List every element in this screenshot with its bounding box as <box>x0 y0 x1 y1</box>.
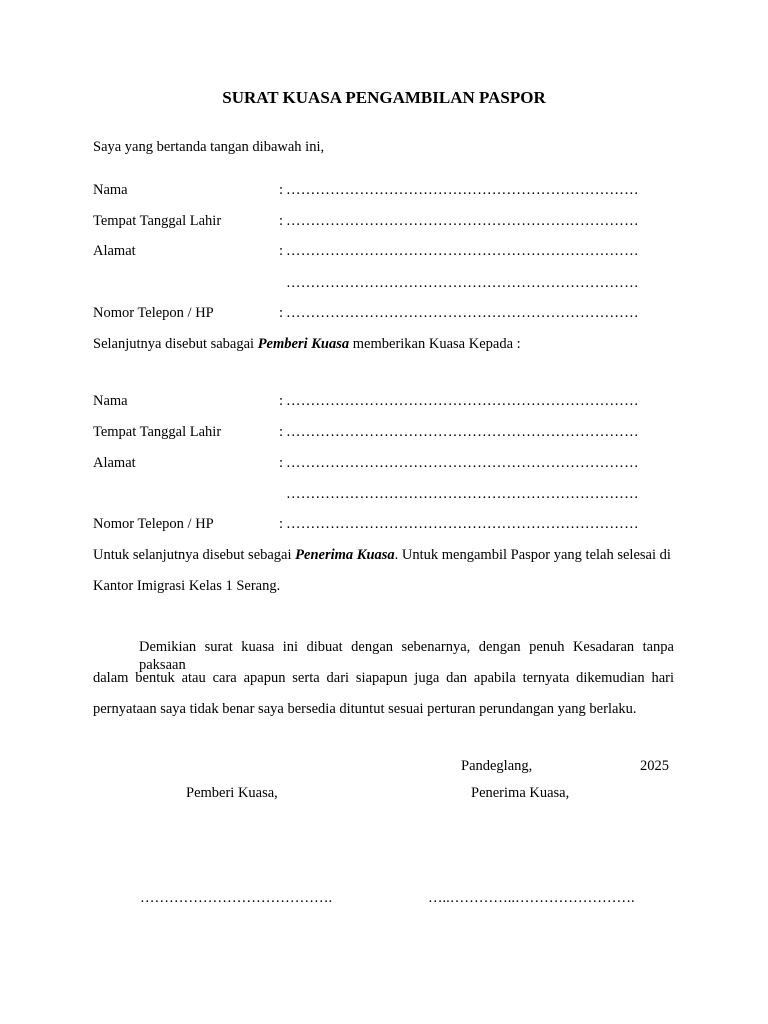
grantee-name-label: Nama <box>93 393 128 409</box>
grantor-signature-line: …………………………………. <box>140 890 333 906</box>
grantee-closing-line2: Kantor Imigrasi Kelas 1 Serang. <box>93 578 281 594</box>
statement-line-2: dalam bentuk atau cara apapun serta dari siapapun juga dan apabila ternyata dikemudian hari <box>93 670 674 686</box>
grantee-closing-pre: Untuk selanjutnya disebut sebagai <box>93 547 296 563</box>
grantee-address-colon: : <box>279 455 284 471</box>
grantee-address-label: Alamat <box>93 455 136 471</box>
grantor-phone-label: Nomor Telepon / HP <box>93 305 214 321</box>
grantee-signature-line: …..…………..……………………. <box>428 890 635 906</box>
grantee-signature-label: Penerima Kuasa, <box>471 785 570 801</box>
grantor-name-colon: : <box>279 182 284 198</box>
grantee-phone-colon: : <box>279 516 284 532</box>
grantor-phone-colon: : <box>279 305 284 321</box>
grantor-address-colon: : <box>279 243 284 259</box>
grantee-birth-field: ……………………………………………………………… <box>286 424 639 440</box>
place-text: Pandeglang, <box>461 758 533 774</box>
grantee-closing-post: . Untuk mengambil Paspor yang telah selesai di <box>394 547 671 563</box>
statement-line-3: pernyataan saya tidak benar saya bersedia dituntut sesuai perturan perundangan yang berlaku. <box>93 701 637 717</box>
grantor-phone-field: ……………………………………………………………… <box>286 305 639 321</box>
grantor-birth-colon: : <box>279 213 284 229</box>
grantee-name-field: ……………………………………………………………… <box>286 393 639 409</box>
grantor-address-field: ……………………………………………………………… <box>286 243 639 259</box>
grantee-closing-sentence <box>93 546 671 564</box>
grantor-address-label: Alamat <box>93 243 136 259</box>
grantee-address-field-line2: ……………………………………………………………… <box>286 486 639 502</box>
grantor-closing-post: memberikan Kuasa Kepada : <box>349 336 521 352</box>
grantee-name-colon: : <box>279 393 284 409</box>
intro-text: Saya yang bertanda tangan dibawah ini, <box>93 139 325 155</box>
grantor-signature-label: Pemberi Kuasa, <box>186 785 278 801</box>
grantee-role: Penerima Kuasa <box>295 547 395 563</box>
grantee-phone-label: Nomor Telepon / HP <box>93 516 214 532</box>
grantee-address-field: ……………………………………………………………… <box>286 455 639 471</box>
grantee-birth-label: Tempat Tanggal Lahir <box>93 424 222 440</box>
grantor-role: Pemberi Kuasa <box>257 336 350 352</box>
year-text: 2025 <box>640 758 669 774</box>
statement-line-1: Demikian surat kuasa ini dibuat dengan sebenarnya, dengan penuh Kesadaran tanpa paksaan <box>139 639 674 673</box>
grantor-birth-label: Tempat Tanggal Lahir <box>93 213 222 229</box>
grantor-name-field: ……………………………………………………………… <box>286 182 639 198</box>
grantor-closing-pre: Selanjutnya disebut sabagai <box>93 336 258 352</box>
grantor-name-label: Nama <box>93 182 128 198</box>
grantor-birth-field: ……………………………………………………………… <box>286 213 639 229</box>
grantee-phone-field: ……………………………………………………………… <box>286 516 639 532</box>
grantor-address-field-line2: ……………………………………………………………… <box>286 275 639 291</box>
grantee-birth-colon: : <box>279 424 284 440</box>
grantor-closing-sentence <box>93 335 521 353</box>
document-title: SURAT KUASA PENGAMBILAN PASPOR <box>222 88 546 107</box>
